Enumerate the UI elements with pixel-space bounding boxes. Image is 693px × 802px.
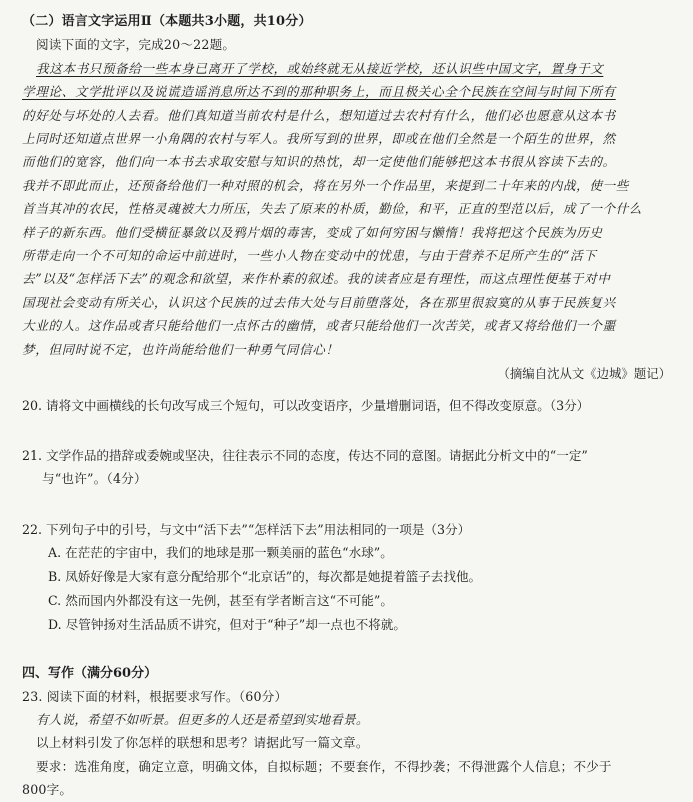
question-23: 23. 阅读下面的材料，根据要求写作。（60分） <box>22 688 288 704</box>
word-count: 800字。 <box>22 782 73 798</box>
passage-line: 学理论、文学批评以及说谎造谣消息所达不到的那种职务上，而且极关心全个民族在空间与时间下所有 <box>22 84 616 100</box>
passage-line: 样子的新东西。他们受横征暴敛以及鸦片烟的毒害，变成了如何穷困与懒惰！我将把这个民族为历史 <box>22 224 603 240</box>
passage-line: 上同时还知道点世界一小角隅的农村与军人。我所写到的世界，即或在他们全然是一个陌生的世界，然 <box>22 131 616 147</box>
question-22: 22. 下列句子中的引号，与文中“活下去”“怎样活下去”用法相同的一项是（3分） <box>22 521 471 537</box>
option-b: B. 凤娇好像是大家有意分配给那个“北京话”的，每次都是她提着篮子去找他。 <box>48 568 482 584</box>
passage-line: 我这本书只预备给一些本身已离开了学校，或始终就无从接近学校，还认识些中国文字，置身于文 <box>36 60 604 76</box>
passage-line: 梦，但同时说不定，也许尚能给他们一种勇气同信心！ <box>22 341 339 357</box>
question-20: 20. 请将文中画横线的长句改写成三个短句，可以改变语序，少量增删词语，但不得改变原意。（3分） <box>22 398 590 414</box>
writing-requirements: 要求：选准角度，确定立意，明确文体，自拟标题；不要套作，不得抄袭；不得泄露个人信息；不少于 <box>36 758 612 774</box>
passage-instruction: 阅读下面的文字，完成20～22题。 <box>36 37 236 53</box>
question-21: 21. 文学作品的措辞或委婉或坚决，往往表示不同的态度，传达不同的意图。请据此分析文中的“一定” <box>22 448 588 464</box>
passage-line: 国现社会变动有所关心，认识这个民族的过去伟大处与目前堕落处，各在那里很寂寞的从事于民族复兴 <box>22 294 616 310</box>
writing-section-header: 四、写作（满分60分） <box>22 665 158 681</box>
material-line: 有人说，希望不如听景。但更多的人还是希望到实地看景。 <box>36 711 369 727</box>
passage-line: 首当其冲的农民，性格灵魂被大力所压，失去了原来的朴质，勤俭，和平，正直的型范以后，成了一个什么 <box>22 201 643 217</box>
option-a: A. 在茫茫的宇宙中，我们的地球是那一颗美丽的蓝色“水球”。 <box>48 544 393 560</box>
passage <box>22 57 675 361</box>
option-d: D. 尽管钟扬对生活品质不讲究，但对于“种子”却一点也不将就。 <box>48 616 406 632</box>
passage-line: 大业的人。这作品或者只能给他们一点怀古的幽情，或者只能给他们一次苦笑，或者又将给他们一个噩 <box>22 318 616 334</box>
question-21-continued: 与“也许”。（4分） <box>42 471 147 487</box>
writing-prompt: 以上材料引发了你怎样的联想和思考？请据此写一篇文章。 <box>36 735 369 751</box>
passage-source: （摘编自沈从文《边城》题记） <box>497 366 671 382</box>
passage-line: 而他们的宽容，他们向一本书去求取安慰与知识的热忱，却一定使他们能够把这本书很从容读下去的。 <box>22 154 616 170</box>
section-header: （二）语言文字运用Ⅱ（本题共3小题，共10分） <box>22 14 312 29</box>
option-c: C. 然而国内外都没有这一先例，甚至有学者断言这“不可能”。 <box>48 592 393 608</box>
passage-line: 我并不即此而止，还预备给他们一种对照的机会，将在另外一个作品里，来提到二十年来的内战，使一些 <box>22 177 629 193</box>
passage-line: 所带走向一个不可知的命运中前进时，一些小人物在变动中的忧患，与由于营养不足所产生的“活下 <box>22 248 597 264</box>
passage-line: 去”以及“怎样活下去”的观念和欲望，来作朴素的叙述。我的读者应是有理性，而这点理性便基于对中 <box>22 271 611 287</box>
passage-line: 的好处与坏处的人去看。他们真知道当前农村是什么，想知道过去农村有什么，他们必也愿意从这本书 <box>22 107 616 123</box>
